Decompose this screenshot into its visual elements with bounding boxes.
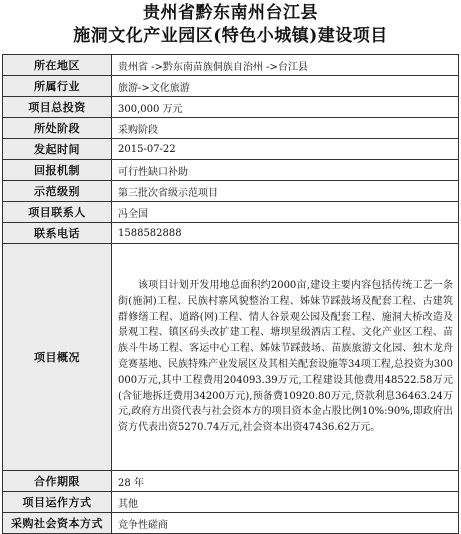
row-contact-phone bbox=[3, 223, 459, 244]
project-info-table bbox=[2, 54, 459, 534]
row-cooperation-period bbox=[3, 471, 459, 492]
row-value: 采购阶段 bbox=[112, 118, 459, 139]
row-label: 所属行业 bbox=[3, 76, 112, 97]
title-line-1: 贵州省黔东南州台江县 bbox=[143, 3, 318, 23]
row-value: 贵州省 ->黔东南苗族侗族自治州 ->台江县 bbox=[112, 55, 459, 76]
row-start-date bbox=[3, 139, 459, 160]
row-label: 所处阶段 bbox=[3, 118, 112, 139]
row-procurement-method bbox=[3, 513, 459, 534]
row-total-investment bbox=[3, 97, 459, 118]
row-demo-level bbox=[3, 181, 459, 202]
row-label: 项目总投资 bbox=[3, 97, 112, 118]
row-stage bbox=[3, 118, 459, 139]
row-value: 其他 bbox=[112, 492, 459, 513]
row-value: 2015-07-22 bbox=[112, 139, 459, 160]
row-label: 项目联系人 bbox=[3, 202, 112, 223]
page-title bbox=[0, 0, 461, 48]
row-value: 第三批次省级示范项目 bbox=[112, 181, 459, 202]
row-label: 项目概况 bbox=[3, 244, 112, 471]
overview-text: 该项目计划开发用地总面积约2000亩,建设主要内容包括传统工艺一条街(施洞)工程、民族村寨风貌整治工程、姊妹节踩鼓场及配套工程、古建筑群修缮工程、道路(网)工程、情人谷景观公园及配套工程、施洞大桥改造及景观工程、镇区码头改扩建工程、塘坝星级酒店工程、文化产业区工程、苗族斗牛场工程、客运中心工程、姊妹节踩鼓场、苗族旅游文化园、独木龙舟竞赛基地、民族特殊产业发展区及其相关配套设施等34项工程,总投资为300000万元,其中工程费用204093.39万元,工程建设其他费用48522.58万元(含征地拆迁费用34200万元),预备费10920.80万元,贷款利息36463.24万元,政府方出资代表与社会资本方的项目资本金占股比例10%:90%,即政府出资方代表出资5270.74万元,社会资本出资47436.62万元。 bbox=[112, 244, 459, 471]
row-value: 冯全国 bbox=[112, 202, 459, 223]
row-contact-person bbox=[3, 202, 459, 223]
row-label: 发起时间 bbox=[3, 139, 112, 160]
row-label: 示范级别 bbox=[3, 181, 112, 202]
row-label: 所在地区 bbox=[3, 55, 112, 76]
row-value: 旅游->文化旅游 bbox=[112, 76, 459, 97]
row-operation-mode bbox=[3, 492, 459, 513]
row-industry bbox=[3, 76, 459, 97]
row-label: 联系电话 bbox=[3, 223, 112, 244]
row-label: 回报机制 bbox=[3, 160, 112, 181]
row-label: 采购社会资本方式 bbox=[3, 513, 112, 534]
row-value: 竞争性磋商 bbox=[112, 513, 459, 534]
row-value: 28 年 bbox=[112, 471, 459, 492]
row-overview bbox=[3, 244, 459, 471]
row-return-mechanism bbox=[3, 160, 459, 181]
row-value: 300,000 万元 bbox=[112, 97, 459, 118]
row-label: 项目运作方式 bbox=[3, 492, 112, 513]
row-value: 1588582888 bbox=[112, 223, 459, 244]
row-value: 可行性缺口补助 bbox=[112, 160, 459, 181]
row-label: 合作期限 bbox=[3, 471, 112, 492]
title-line-2: 施洞文化产业园区(特色小城镇)建设项目 bbox=[73, 26, 388, 46]
row-region bbox=[3, 55, 459, 76]
